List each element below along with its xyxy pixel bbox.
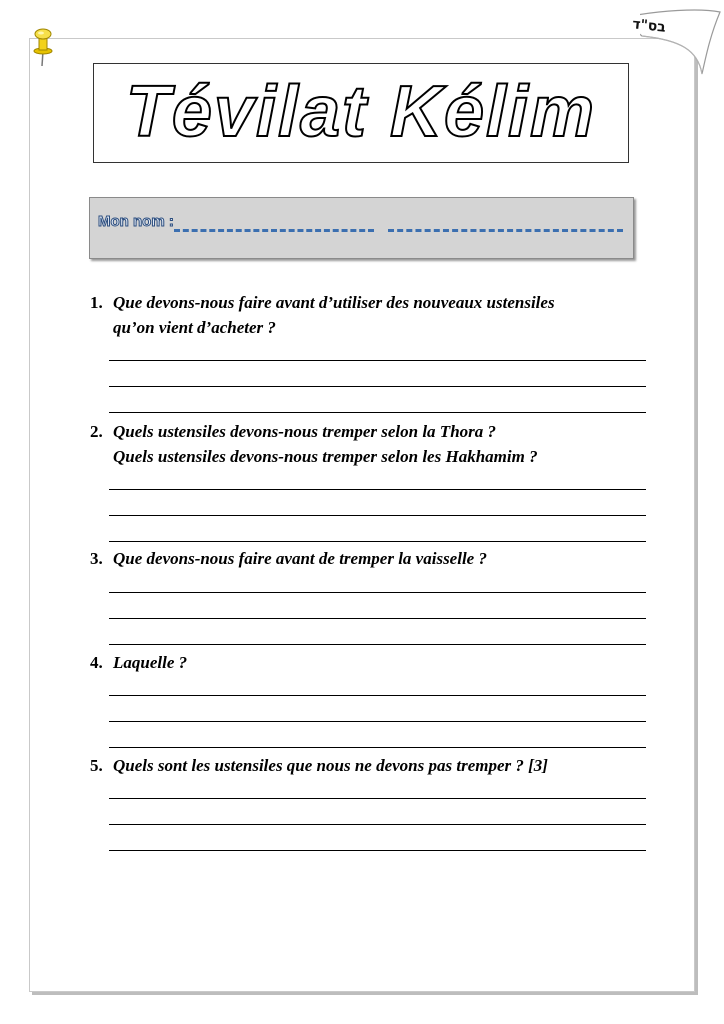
question-number: 5. [90,756,103,775]
question-text: Que devons-nous faire avant d’utiliser des nouveaux ustensiles qu’on vient d’acheter ? [113,293,555,337]
answer-line[interactable] [109,721,646,722]
answer-line[interactable] [109,695,646,696]
hebrew-stamp: בס"ד [631,16,667,36]
answer-line[interactable] [109,824,646,825]
pushpin-icon [30,27,56,67]
question-text: Quels sont les ustensiles que nous ne devons pas tremper ? [3] [113,756,548,775]
name-field-box [89,197,634,259]
question-text: Quels ustensiles devons-nous tremper selon la Thora ? Quels ustensiles devons-nous tremper selon les Hakhamim ? [113,422,538,466]
name-input-line-last[interactable] [388,229,623,232]
answer-line[interactable] [109,618,646,619]
question-text: Laquelle ? [113,653,188,672]
question-text: Que devons-nous faire avant de tremper la vaisselle ? [113,549,487,568]
question-number: 3. [90,549,103,568]
answer-line[interactable] [109,515,646,516]
answer-line[interactable] [109,592,646,593]
title-box [93,63,629,163]
answer-line[interactable] [109,412,646,413]
name-label: Mon nom : [98,213,174,230]
answer-line[interactable] [109,747,646,748]
answer-line[interactable] [109,386,646,387]
answer-line[interactable] [109,489,646,490]
answer-line[interactable] [109,850,646,851]
answer-line[interactable] [109,360,646,361]
answer-line[interactable] [109,644,646,645]
question-number: 1. [90,293,103,312]
page-title: Tévilat Kélim [125,72,597,152]
answer-line[interactable] [109,541,646,542]
question-number: 2. [90,422,103,441]
answer-line[interactable] [109,798,646,799]
name-input-line-first[interactable] [174,229,374,232]
question-number: 4. [90,653,103,672]
